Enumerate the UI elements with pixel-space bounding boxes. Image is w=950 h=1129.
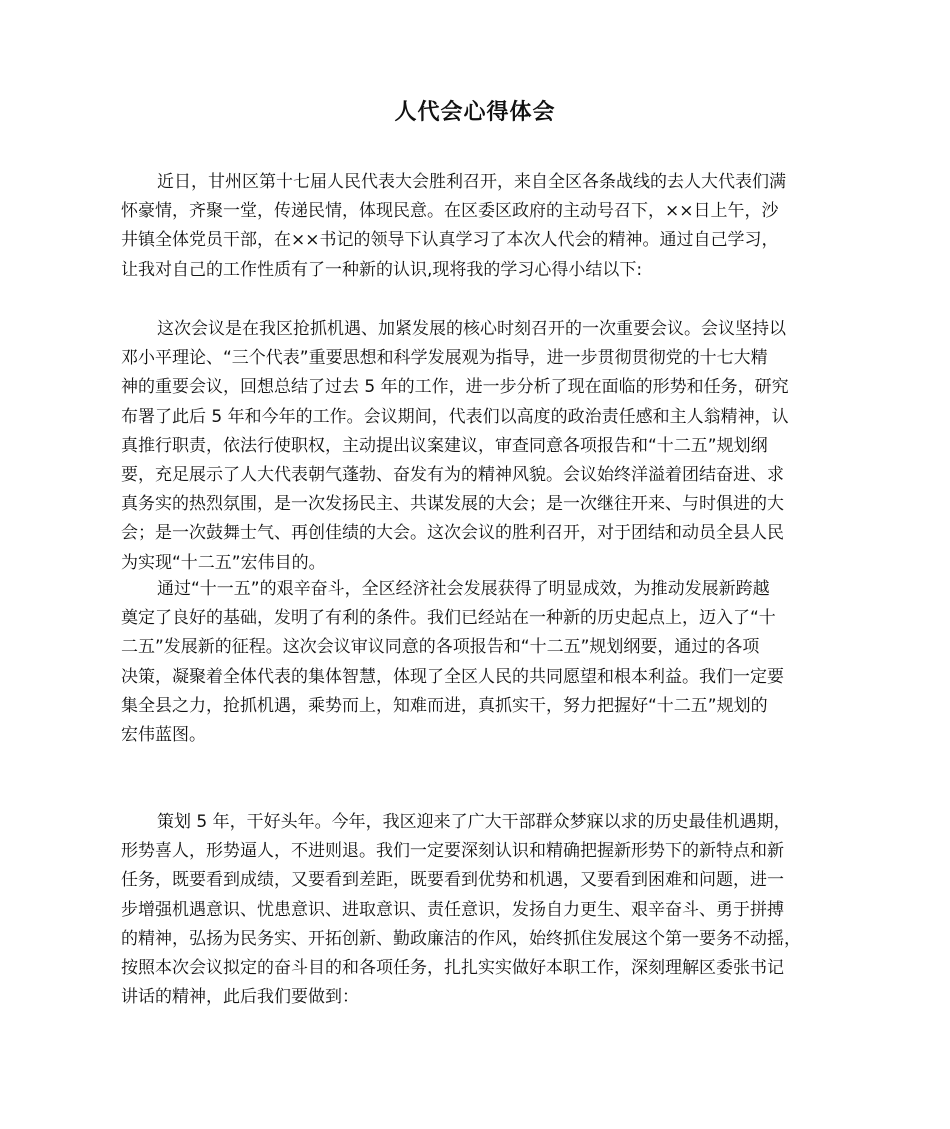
paragraph-line: 近日，甘州区第十七届人民代表大会胜利召开，来自全区各条战线的去人大代表们满 <box>157 172 786 192</box>
paragraph-line: 怀豪情，齐聚一堂，传递民情，体现民意。在区委区政府的主动号召下，××日上午，沙 <box>121 201 779 222</box>
paragraph-line: 形势喜人，形势逼人，不进则退。我们一定要深刻认识和精确把握新形势下的新特点和新 <box>121 841 784 862</box>
paragraph-line: 这次会议是在我区抢抓机遇、加紧发展的核心时刻召开的一次重要会议。会议坚持以 <box>157 319 786 339</box>
paragraph-line: 真推行职责，依法行使职权，主动提出议案建议，审查同意各项报告和“十二五”规划纲 <box>121 435 768 456</box>
paragraph-line: 要，充足展示了人大代表朝气蓬勃、奋发有为的精神风貌。会议始终洋溢着团结奋进、求 <box>121 464 784 485</box>
paragraph-1 <box>121 168 831 285</box>
paragraph-line: 井镇全体党员干部，在××书记的领导下认真学习了本次人代会的精神。通过自己学习， <box>121 230 779 251</box>
document-title: 人代会心得体会 <box>394 100 556 125</box>
paragraph-line: 布署了此后 5 年和今年的工作。会议期间，代表们以高度的政治责任感和主人翁精神，认 <box>121 406 789 427</box>
paragraph-line: 二五”发展新的征程。这次会议审议同意的各项报告和“十二五”规划纲要，通过的各项 <box>121 637 760 658</box>
paragraph-line: 会；是一次鼓舞士气、再创佳绩的大会。这次会议的胜利召开，对于团结和动员全县人民 <box>121 523 784 544</box>
paragraph-line: 任务，既要看到成绩，又要看到差距，既要看到优势和机遇，又要看到困难和问题，进一 <box>121 870 784 891</box>
paragraph-line: 让我对自己的工作性质有了一种新的认识,现将我的学习心得小结以下: <box>121 259 643 280</box>
paragraph-line: 宏伟蓝图。 <box>121 724 206 745</box>
paragraph-line: 的精神，弘扬为民务实、开拓创新、勤政廉洁的作风，始终抓住发展这个第一要务不动摇， <box>121 928 801 949</box>
paragraph-line: 真务实的热烈氛围，是一次发扬民主、共谋发展的大会；是一次继往开来、与时俱进的大 <box>121 494 784 515</box>
paragraph-line: 为实现“十二五”宏伟目的。 <box>121 552 326 573</box>
paragraph-line: 邓小平理论、“三个代表”重要思想和科学发展观为指导，进一步贯彻贯彻党的十七大精 <box>121 348 768 369</box>
paragraph-line: 奠定了良好的基础，发明了有利的条件。我们已经站在一种新的历史起点上，迈入了“十 <box>121 608 776 629</box>
paragraph-2 <box>121 315 831 578</box>
paragraph-line: 决策，凝聚着全体代表的集体智慧，体现了全区人民的共同愿望和根本利益。我们一定要 <box>121 666 784 687</box>
paragraph-3 <box>121 575 831 750</box>
paragraph-4 <box>121 808 831 1012</box>
paragraph-line: 按照本次会议拟定的奋斗目的和各项任务，扎扎实实做好本职工作，深刻理解区委张书记 <box>121 957 784 978</box>
paragraph-line: 讲话的精神，此后我们要做到： <box>121 987 359 1008</box>
paragraph-line: 集全县之力，抢抓机遇，乘势而上，知难而进，真抓实干，努力把握好“十二五”规划的 <box>121 695 768 716</box>
paragraph-line: 步增强机遇意识、忧患意识、进取意识、责任意识，发扬自力更生、艰辛奋斗、勇于拼搏 <box>121 899 784 920</box>
paragraph-line: 神的重要会议，回想总结了过去 5 年的工作，进一步分析了现在面临的形势和任务，研究 <box>121 377 789 398</box>
paragraph-line: 通过“十一五”的艰辛奋斗，全区经济社会发展获得了明显成效，为推动发展新跨越 <box>157 579 770 599</box>
paragraph-line: 策划 5 年，干好头年。今年，我区迎来了广大干部群众梦寐以求的历史最佳机遇期， <box>157 812 791 832</box>
